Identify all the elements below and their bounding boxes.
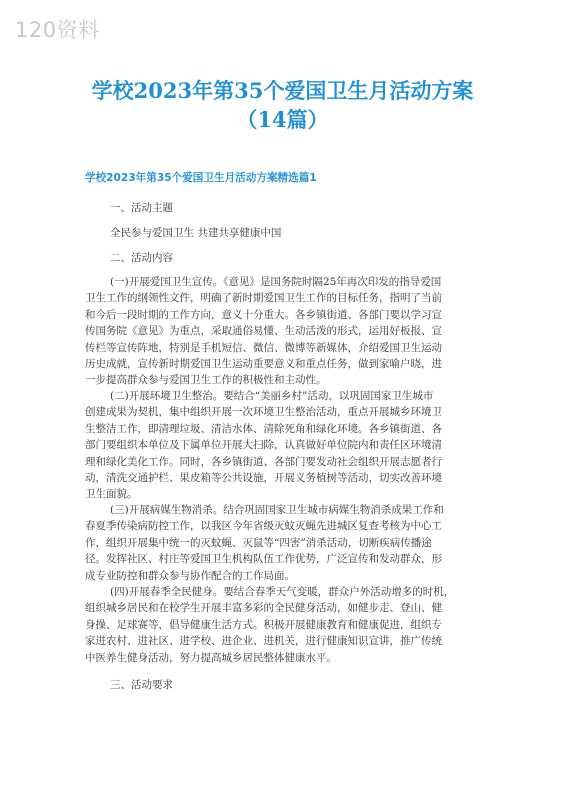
paragraph-line: (二)开展环境卫生整治。要结合“美丽乡村”活动，以巩固国家卫生城市 [110,390,434,402]
paragraph-line: 部门要组织本单位及下属单位开展大扫除，认真做好单位院内和责任区环境清 [85,439,442,452]
activity-theme-text: 全民参与爱国卫生 共建共享健康中国 [110,227,282,239]
heading-activity-content: 二、活动内容 [110,252,173,264]
paragraph-vector-control [85,502,481,584]
watermark: 120资料 [15,18,100,42]
paragraph-line: 历史成就，宣传新时期爱国卫生运动重要意义和重点任务，做到家喻户晓，进 [85,358,442,371]
paragraph-line: 理和绿化美化工作。同时，各乡镇街道、各部门要发动社会组织开展志愿者行 [85,455,442,468]
document-title [40,76,525,134]
heading-activity-theme: 一、活动主题 [110,202,173,214]
section-heading: 学校2023年第35个爱国卫生月活动方案精选篇1 [85,172,317,184]
paragraph-line: 一步提高群众参与爱国卫生工作的积极性和主动性。 [85,374,327,387]
paragraph-line: (三)开展病媒生物消杀。结合巩固国家卫生城市病媒生物消杀成果工作和 [110,504,444,516]
paragraph-line: 成专业防控和群众参与协作配合的工作局面。 [85,569,295,582]
paragraph-line: 传国务院《意见》为重点，采取通俗易懂、生动活泼的形式，运用好板报、宣 [85,325,442,338]
paragraph-line: 组织城乡居民和在校学生开展丰富多彩的全民健身活动，如健步走、登山、健 [85,602,442,615]
paragraph-line: 身操、足球赛等，倡导健康生活方式。积极开展健康教育和健康促进，组织专 [85,618,442,631]
paragraph-line: 春夏季传染病防控工作，以我区今年省级灭蚊灭蝇先进城区复查考核为中心工 [85,520,442,533]
heading-activity-requirements: 三、活动要求 [110,679,173,691]
paragraph-line: 作，组织开展集中统一的灭蚊蝇、灭鼠等“四害”消杀活动，切断疾病传播途 [85,536,432,549]
paragraph-line: 中医养生健身活动，努力提高城乡居民整体健康水平。 [85,651,337,664]
paragraph-line: 和今后一段时期的工作方向，意义十分重大。各乡镇街道、各部门要以学习宣 [85,308,442,321]
document-title-line-2: （14篇） [236,107,329,132]
paragraph-line: (四)开展春季全民健身。要结合春季天气变暖，群众户外活动增多的时机， [110,586,455,598]
paragraph-line: (一)开展爱国卫生宣传。《意见》是国务院时隔25年再次印发的指导爱国 [110,276,442,288]
paragraph-environment [85,388,481,503]
paragraph-publicity [85,274,481,389]
paragraph-line: 动，清洗交通护栏、果皮箱等公共设施，开展义务植树等活动，切实改善环境 [85,472,442,485]
paragraph-line: 生整洁工作，即清理垃圾、清洁水体、清除死角和绿化环境。各乡镇街道、各 [85,422,442,435]
paragraph-fitness [85,584,481,666]
document-title-line-1: 学校2023年第35个爱国卫生月活动方案 [91,78,474,103]
paragraph-line: 卫生工作的纲领性文件，明确了新时期爱国卫生工作的目标任务，指明了当前 [85,292,442,305]
paragraph-line: 家进农村、进社区、进学校、进企业、进机关，进行健康知识宣讲，推广传统 [85,635,442,648]
paragraph-line: 传栏等宣传阵地，特别是手机短信、微信、微博等新媒体，介绍爱国卫生运动 [85,341,442,354]
paragraph-line: 卫生面貌。 [85,488,138,501]
paragraph-line: 径。发挥社区、村庄等爱国卫生机构队伍工作优势，广泛宣传和发动群众，形 [85,553,442,566]
paragraph-line: 创建成果为契机，集中组织开展一次环境卫生整治活动，重点开展城乡环境卫 [85,406,442,419]
